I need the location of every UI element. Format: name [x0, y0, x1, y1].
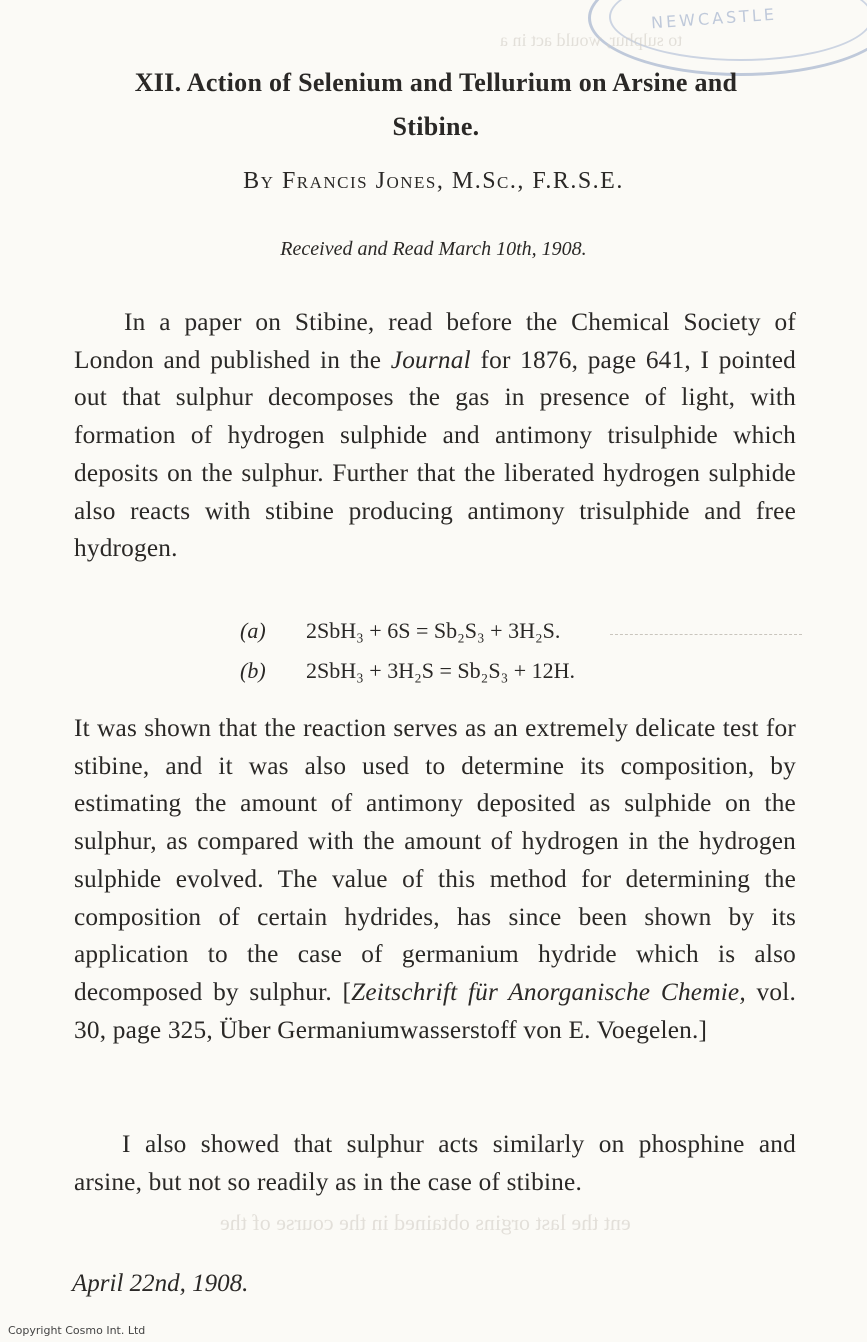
article-title-line-1: XII. Action of Selenium and Tellurium on Arsine and	[134, 68, 738, 97]
journal-reference: Journal	[390, 345, 471, 374]
equation-a: (a) 2SbH₃ + 6S = Sb₂S₃ + 3H₂S.	[240, 618, 561, 643]
citation-open-bracket: [	[342, 977, 352, 1006]
equation-dotted-rule	[610, 634, 802, 635]
equation-a-lhs: 2SbH₃ + 6S	[306, 618, 411, 643]
received-date-line: Received and Read March 10th, 1908.	[280, 238, 587, 260]
paragraph-1-part-b: for 1876, page 641, I pointed out that sulphur decomposes the gas in presence of light, with formation of hydrogen sulphide and antimony trisulphide which deposits on the sulphur. Further that the liberated hydrogen sulphide also reacts with stibine producing antimony trisulphide and free hydrogen.	[74, 345, 796, 563]
equation-a-label: (a)	[240, 618, 266, 643]
equation-a-rhs: Sb₂S₃ + 3H₂S.	[433, 618, 561, 643]
show-through-text-top: to sulphur, would act in a	[500, 30, 683, 50]
closing-date: April 22nd, 1908.	[72, 1270, 249, 1297]
paragraph-1-part-a: In a paper on Stibine, read before the Chemical Society of London and published in the	[74, 308, 796, 374]
show-through-text-bottom: ent the last orgins obtained in the course of the	[220, 1210, 631, 1235]
paragraph-2	[74, 710, 796, 1049]
equation-b: (b) 2SbH₃ + 3H₂S = Sb₂S₃ + 12H.	[240, 658, 576, 683]
paragraph-3: I also showed that sulphur acts similarly on phosphine and arsine, but not so readily as in the case of stibine.	[74, 1130, 796, 1196]
citation-journal-title: Zeitschrift für Anorganische Chemie,	[351, 977, 746, 1006]
article-title-line-2: Stibine.	[392, 112, 480, 141]
copyright-footer: Copyright Cosmo Int. Ltd	[8, 1324, 146, 1337]
author-byline: By Francis Jones, M.Sc., F.R.S.E.	[243, 168, 624, 194]
citation-details: vol. 30, page 325, Über Germaniumwasserstoff von E. Voegelen.]	[74, 977, 796, 1044]
equation-b-label: (b)	[240, 658, 266, 683]
library-stamp-text: NEWCASTLE	[650, 4, 778, 33]
equation-b-rhs: Sb₂S₃ + 12H.	[457, 658, 576, 683]
equation-b-lhs: 2SbH₃ + 3H₂S	[306, 658, 434, 683]
paragraph-1	[74, 304, 796, 568]
paragraph-2-body: It was shown that the reaction serves as an extremely delicate test for stibine, and it was also used to determine its composition, by estimating the amount of antimony deposited as sulphide on the sulphur, as compared with the amount of hydrogen in the hydrogen sulphide evolved. The value of this method for determining the composition of certain hydrides, has since been shown by its application to the case of germanium hydride which is also decomposed by sulphur.	[74, 714, 796, 1006]
